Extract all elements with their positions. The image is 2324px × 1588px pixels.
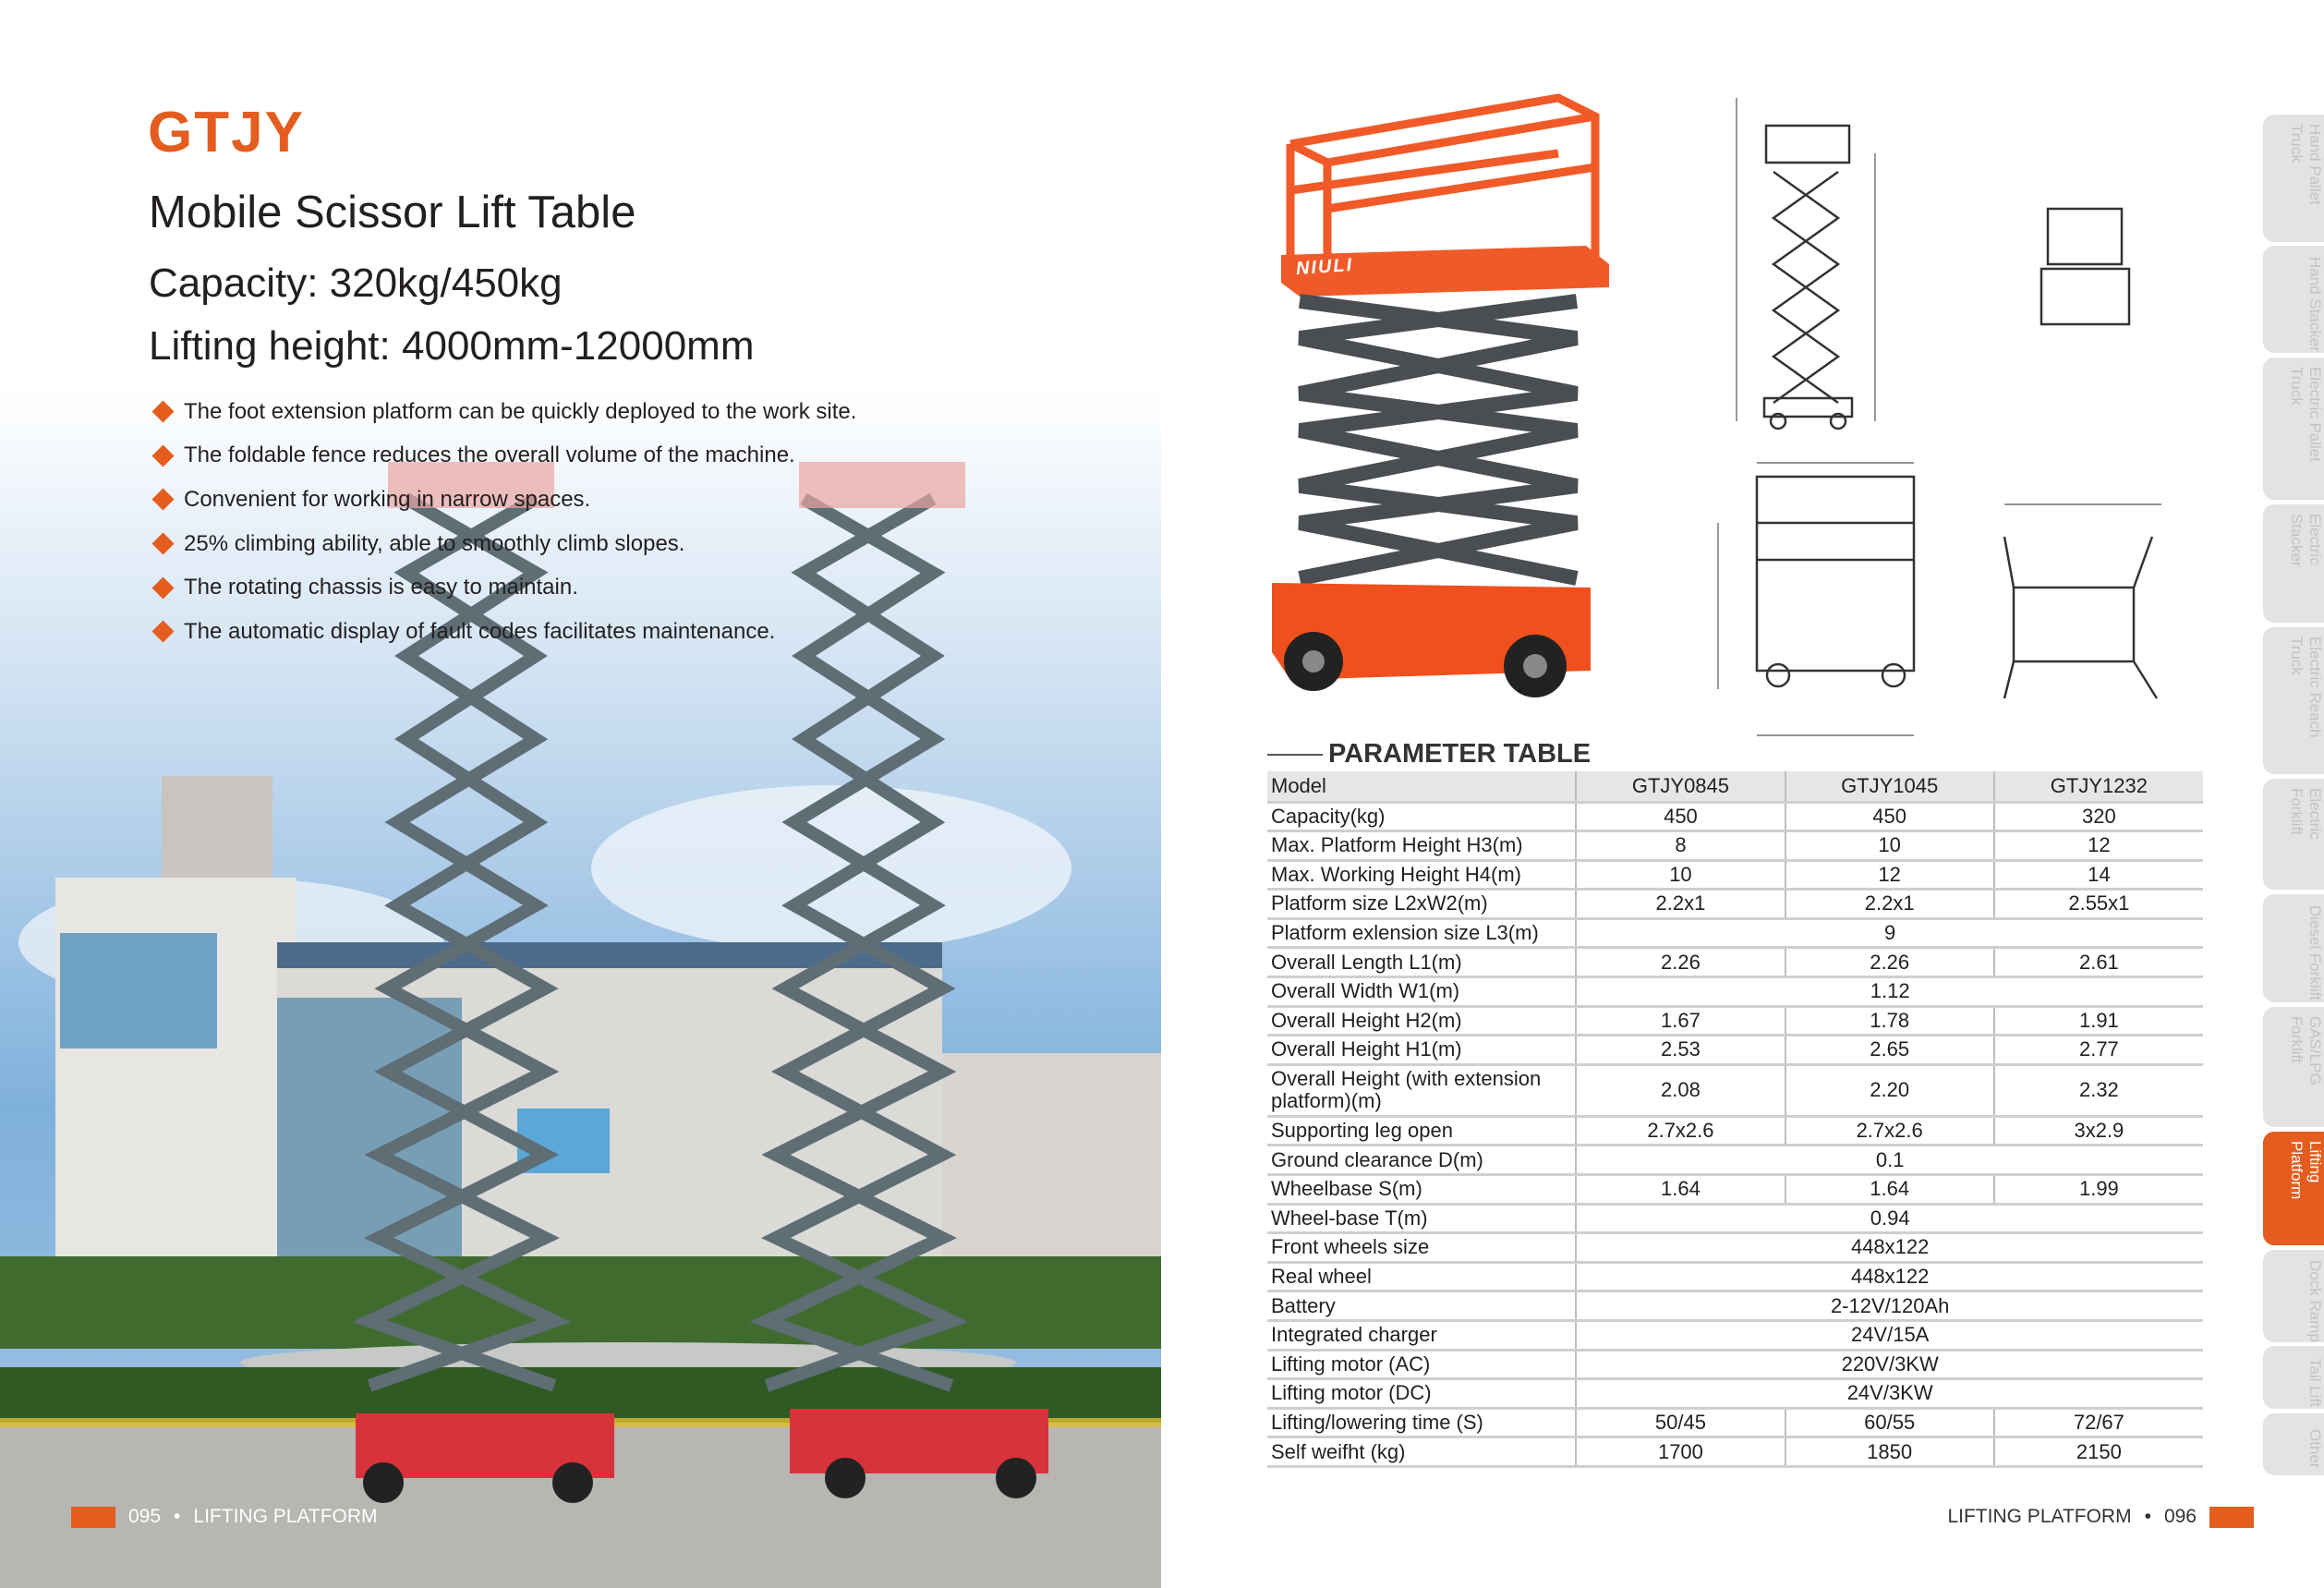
table-row	[1267, 1408, 2203, 1437]
table-cell-value: 14	[1994, 860, 2203, 890]
sidebar-tab-diesel-forklift[interactable]: Diesel Forklift	[2263, 894, 2324, 1002]
diamond-bullet-icon	[151, 621, 174, 643]
table-row	[1267, 918, 2203, 948]
diamond-bullet-icon	[151, 401, 174, 423]
table-row	[1267, 1321, 2203, 1351]
table-cell-label: Platform size L2xW2(m)	[1267, 890, 1576, 919]
table-cell-value: 2.61	[1994, 948, 2203, 977]
table-cell-value: 50/45	[1576, 1408, 1785, 1437]
feature-item: The foldable fence reduces the overall volume of the machine.	[153, 434, 856, 479]
lifting-height-text: Lifting height: 4000mm-12000mm	[149, 323, 755, 369]
table-row	[1267, 1116, 2203, 1146]
table-cell-value: 9	[1576, 918, 2203, 948]
table-cell-value: 2.77	[1994, 1036, 2203, 1065]
table-cell-value: 10	[1785, 831, 1994, 861]
table-row	[1267, 1379, 2203, 1409]
table-cell-label: Overall Height H2(m)	[1267, 1006, 1576, 1036]
table-row	[1267, 1262, 2203, 1291]
table-row	[1267, 948, 2203, 977]
table-cell-value: 2.08	[1576, 1064, 1785, 1116]
page-marker	[2209, 1507, 2254, 1528]
parameter-table	[1267, 771, 2203, 1468]
table-cell-label: Integrated charger	[1267, 1321, 1576, 1351]
table-cell-value: 2.26	[1785, 948, 1994, 977]
table-cell-value: 2.7x2.6	[1785, 1116, 1994, 1146]
product-code-title: GTJY	[148, 101, 305, 164]
table-cell-value: 2.26	[1576, 948, 1785, 977]
table-cell-value: 0.94	[1576, 1204, 2203, 1233]
diamond-bullet-icon	[151, 533, 174, 555]
sidebar-tab-electric-stacker[interactable]: Electric Stacker	[2263, 504, 2324, 623]
footer-left: 095 • LIFTING PLATFORM	[71, 1506, 378, 1528]
page-marker	[71, 1507, 115, 1528]
table-cell-value: 450	[1576, 802, 1785, 831]
table-row	[1267, 1006, 2203, 1036]
sidebar-tab-other[interactable]: Other	[2263, 1413, 2324, 1475]
table-cell-label: Lifting motor (DC)	[1267, 1379, 1576, 1409]
table-row	[1267, 890, 2203, 919]
feature-item: 25% climbing ability, able to smoothly climb slopes.	[153, 522, 856, 566]
sidebar-tab-electric-reach-truck[interactable]: Electric Reach Truck	[2263, 627, 2324, 774]
table-cell-value: 220V/3KW	[1576, 1350, 2203, 1379]
diamond-bullet-icon	[151, 489, 174, 511]
table-cell-label: Ground clearance D(m)	[1267, 1146, 1576, 1175]
table-cell-value: 60/55	[1785, 1408, 1994, 1437]
table-cell-value: 450	[1785, 802, 1994, 831]
table-cell-label: Battery	[1267, 1291, 1576, 1321]
table-row	[1267, 860, 2203, 890]
table-cell-label: Wheel-base T(m)	[1267, 1204, 1576, 1233]
table-cell-label: Supporting leg open	[1267, 1116, 1576, 1146]
sidebar-tab-dock-ramp[interactable]: Dock Ramp	[2263, 1250, 2324, 1342]
sidebar-tab-electric-forklift[interactable]: Electric Forklift	[2263, 779, 2324, 890]
table-cell-label: Overall Height H1(m)	[1267, 1036, 1576, 1065]
sidebar-tab-electric-pallet-truck[interactable]: Electric Pallet Truck	[2263, 358, 2324, 500]
table-cell-value: 448x122	[1576, 1233, 2203, 1263]
sidebar-tab-gas-lpg-forklift[interactable]: GAS/LPG Forklift	[2263, 1007, 2324, 1127]
table-row	[1267, 831, 2203, 861]
table-cell-value: 1.99	[1994, 1175, 2203, 1205]
table-cell-value: 72/67	[1994, 1408, 2203, 1437]
table-cell-value: 8	[1576, 831, 1785, 861]
table-cell-value: 12	[1994, 831, 2203, 861]
table-cell-value: 1.67	[1576, 1006, 1785, 1036]
table-row	[1267, 802, 2203, 831]
table-cell-value: 2.65	[1785, 1036, 1994, 1065]
feature-item: The foot extension platform can be quickly deployed to the work site.	[153, 390, 856, 434]
table-row	[1267, 1350, 2203, 1379]
brand-logo-text: NIULI	[1295, 254, 1354, 280]
product-subtitle: Mobile Scissor Lift Table	[149, 188, 636, 237]
feature-item: The rotating chassis is easy to maintain.	[153, 565, 856, 610]
sidebar-tab-hand-stacker[interactable]: Hand Stacker	[2263, 246, 2324, 353]
table-row	[1267, 1437, 2203, 1467]
table-cell-label: Lifting motor (AC)	[1267, 1350, 1576, 1379]
table-cell-value: 0.1	[1576, 1146, 2203, 1175]
table-cell-label: Capacity(kg)	[1267, 802, 1576, 831]
table-cell-value: 2.7x2.6	[1576, 1116, 1785, 1146]
technical-drawings	[1700, 89, 2263, 745]
footer-right: LIFTING PLATFORM • 096	[1947, 1506, 2254, 1528]
table-cell-label: Real wheel	[1267, 1262, 1576, 1291]
table-row	[1267, 1064, 2203, 1116]
table-cell-value: 2.20	[1785, 1064, 1994, 1116]
table-row	[1267, 1146, 2203, 1175]
table-cell-value: 12	[1785, 860, 1994, 890]
table-cell-value: 2.32	[1994, 1064, 2203, 1116]
table-cell-label: Overall Width W1(m)	[1267, 977, 1576, 1007]
sidebar-tab-tail-lift[interactable]: Tail Lift	[2263, 1346, 2324, 1409]
table-cell-label: Overall Height (with extension platform)(m)	[1267, 1064, 1576, 1116]
table-cell-value: 1.78	[1785, 1006, 1994, 1036]
diamond-bullet-icon	[151, 576, 174, 599]
table-cell-label: Platform exlension size L3(m)	[1267, 918, 1576, 948]
diamond-bullet-icon	[151, 444, 174, 467]
table-cell-value: 1.12	[1576, 977, 2203, 1007]
table-cell-value: 1.64	[1785, 1175, 1994, 1205]
parameter-table-title: PARAMETER TABLE	[1267, 739, 1591, 770]
table-header-row: Model GTJY0845 GTJY1045 GTJY1232	[1267, 771, 2203, 802]
table-row	[1267, 1036, 2203, 1065]
sidebar-tab-hand-pallet-truck[interactable]: Hand Pallet Truck	[2263, 115, 2324, 242]
table-cell-value: 1.64	[1576, 1175, 1785, 1205]
table-cell-value: 2.53	[1576, 1036, 1785, 1065]
table-cell-label: Front wheels size	[1267, 1233, 1576, 1263]
table-cell-value: 24V/3KW	[1576, 1379, 2203, 1409]
table-cell-label: Lifting/lowering time (S)	[1267, 1408, 1576, 1437]
table-cell-label: Max. Working Height H4(m)	[1267, 860, 1576, 890]
table-row	[1267, 1233, 2203, 1263]
table-cell-label: Wheelbase S(m)	[1267, 1175, 1576, 1205]
table-cell-value: 2.2x1	[1785, 890, 1994, 919]
sidebar-tab-lifting-platform[interactable]: Lifting Platform	[2263, 1132, 2324, 1245]
table-row	[1267, 1204, 2203, 1233]
table-cell-value: 2.55x1	[1994, 890, 2203, 919]
feature-item: The automatic display of fault codes facilitates maintenance.	[153, 610, 856, 654]
table-cell-label: Max. Platform Height H3(m)	[1267, 831, 1576, 861]
table-cell-value: 320	[1994, 802, 2203, 831]
table-row	[1267, 977, 2203, 1007]
capacity-text: Capacity: 320kg/450kg	[149, 261, 563, 306]
table-cell-value: 448x122	[1576, 1262, 2203, 1291]
table-cell-value: 3x2.9	[1994, 1116, 2203, 1146]
table-cell-value: 1.91	[1994, 1006, 2203, 1036]
table-cell-value: 1700	[1576, 1437, 1785, 1467]
feature-list	[153, 390, 856, 654]
feature-item: Convenient for working in narrow spaces.	[153, 478, 856, 522]
table-cell-value: 1850	[1785, 1437, 1994, 1467]
table-cell-value: 2150	[1994, 1437, 2203, 1467]
product-image-scissor-lift	[1272, 89, 1623, 708]
table-cell-value: 10	[1576, 860, 1785, 890]
table-cell-label: Self weifht (kg)	[1267, 1437, 1576, 1467]
table-cell-label: Overall Length L1(m)	[1267, 948, 1576, 977]
table-row	[1267, 1175, 2203, 1205]
table-cell-value: 2-12V/120Ah	[1576, 1291, 2203, 1321]
table-cell-value: 2.2x1	[1576, 890, 1785, 919]
table-cell-value: 24V/15A	[1576, 1321, 2203, 1351]
table-row	[1267, 1291, 2203, 1321]
title-rule	[1267, 754, 1323, 756]
